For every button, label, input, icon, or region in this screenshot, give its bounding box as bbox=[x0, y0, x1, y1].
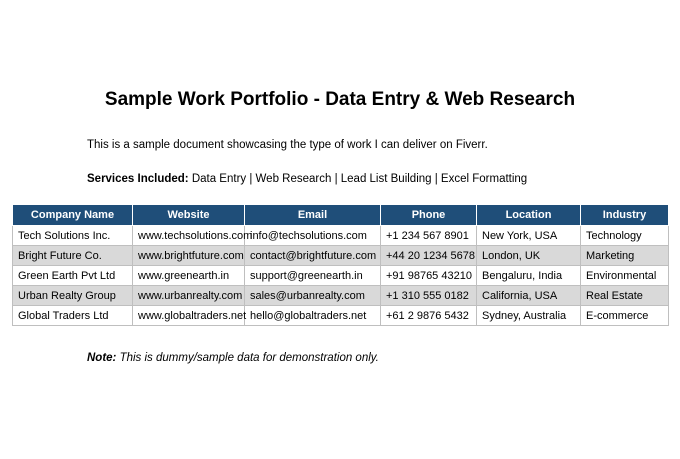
cell-location: New York, USA bbox=[477, 226, 581, 246]
cell-company-name: Green Earth Pvt Ltd bbox=[13, 266, 133, 286]
table-row bbox=[13, 266, 669, 286]
cell-industry: Marketing bbox=[581, 246, 669, 266]
column-header-phone: Phone bbox=[381, 205, 477, 226]
column-header-company-name: Company Name bbox=[13, 205, 133, 226]
cell-company-name: Bright Future Co. bbox=[13, 246, 133, 266]
table-row bbox=[13, 246, 669, 266]
cell-website: www.globaltraders.net bbox=[133, 306, 245, 326]
note-text: This is dummy/sample data for demonstration only. bbox=[116, 352, 379, 364]
services-line bbox=[87, 172, 527, 186]
intro-text: This is a sample document showcasing the type of work I can deliver on Fiverr. bbox=[87, 139, 488, 151]
cell-phone: +91 98765 43210 bbox=[381, 266, 477, 286]
cell-email: support@greenearth.in bbox=[245, 266, 381, 286]
cell-company-name: Urban Realty Group bbox=[13, 286, 133, 306]
cell-phone: +1 234 567 8901 bbox=[381, 226, 477, 246]
cell-location: London, UK bbox=[477, 246, 581, 266]
services-list: Data Entry | Web Research | Lead List Building | Excel Formatting bbox=[188, 173, 528, 185]
portfolio-table bbox=[12, 204, 669, 326]
cell-company-name: Global Traders Ltd bbox=[13, 306, 133, 326]
cell-location: Sydney, Australia bbox=[477, 306, 581, 326]
note-label: Note: bbox=[87, 352, 117, 364]
cell-industry: Environmental bbox=[581, 266, 669, 286]
table-row bbox=[13, 226, 669, 246]
cell-website: www.techsolutions.com bbox=[133, 226, 245, 246]
cell-website: www.urbanrealty.com bbox=[133, 286, 245, 306]
cell-website: www.brightfuture.com bbox=[133, 246, 245, 266]
cell-location: Bengaluru, India bbox=[477, 266, 581, 286]
note-line bbox=[87, 352, 379, 364]
column-header-industry: Industry bbox=[581, 205, 669, 226]
cell-company-name: Tech Solutions Inc. bbox=[13, 226, 133, 246]
column-header-email: Email bbox=[245, 205, 381, 226]
cell-phone: +1 310 555 0182 bbox=[381, 286, 477, 306]
cell-location: California, USA bbox=[477, 286, 581, 306]
column-header-location: Location bbox=[477, 205, 581, 226]
table-row bbox=[13, 306, 669, 326]
column-header-website: Website bbox=[133, 205, 245, 226]
page-title: Sample Work Portfolio - Data Entry & Web Research bbox=[104, 89, 576, 110]
table-row bbox=[13, 286, 669, 306]
cell-industry: Real Estate bbox=[581, 286, 669, 306]
cell-phone: +61 2 9876 5432 bbox=[381, 306, 477, 326]
cell-industry: Technology bbox=[581, 226, 669, 246]
cell-industry: E-commerce bbox=[581, 306, 669, 326]
cell-website: www.greenearth.in bbox=[133, 266, 245, 286]
cell-email: sales@urbanrealty.com bbox=[245, 286, 381, 306]
table-header-row bbox=[13, 205, 669, 226]
cell-email: contact@brightfuture.com bbox=[245, 246, 381, 266]
cell-email: hello@globaltraders.net bbox=[245, 306, 381, 326]
cell-phone: +44 20 1234 5678 bbox=[381, 246, 477, 266]
cell-email: info@techsolutions.com bbox=[245, 226, 381, 246]
services-label: Services Included: bbox=[87, 173, 189, 185]
